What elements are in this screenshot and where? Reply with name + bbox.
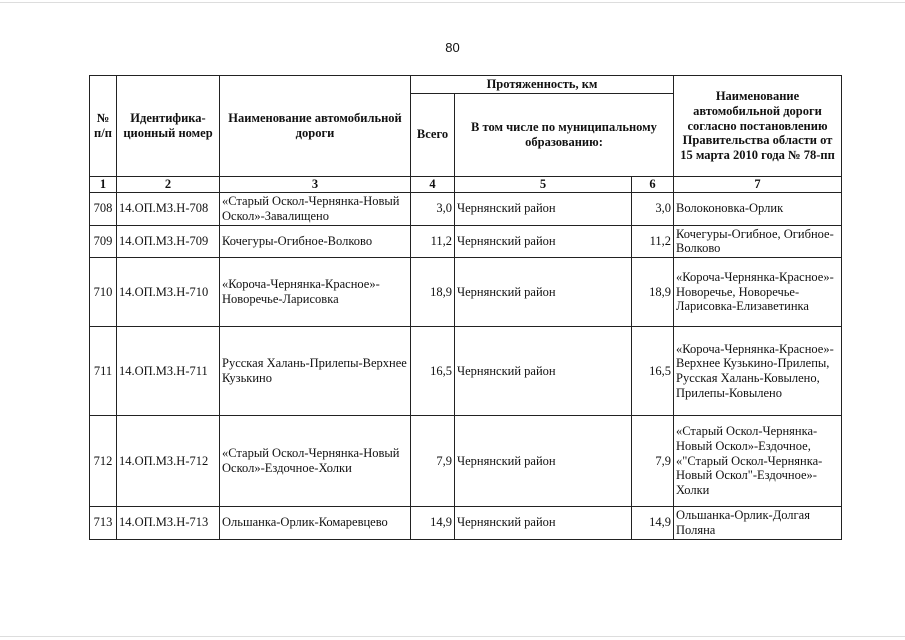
- official-name: Волоконовка-Орлик: [674, 192, 842, 225]
- column-number: 6: [632, 176, 674, 192]
- column-number: 3: [220, 176, 411, 192]
- road-id: 14.ОП.МЗ.Н-713: [117, 507, 220, 540]
- district-name: Чернянский район: [455, 225, 632, 258]
- row-number: 710: [90, 258, 117, 327]
- column-number: 7: [674, 176, 842, 192]
- road-name: «Старый Оскол-Чернянка-Новый Оскол»-Завалищено: [220, 192, 411, 225]
- header-municipal: В том числе по муниципальному образованию:: [455, 93, 674, 176]
- district-length: 14,9: [632, 507, 674, 540]
- road-name: Ольшанка-Орлик-Комаревцево: [220, 507, 411, 540]
- district-length: 7,9: [632, 416, 674, 507]
- district-length: 11,2: [632, 225, 674, 258]
- district-name: Чернянский район: [455, 507, 632, 540]
- row-number: 709: [90, 225, 117, 258]
- official-name: «Старый Оскол-Чернянка-Новый Оскол»-Ездочное, «"Старый Оскол-Чернянка-Новый Оскол"-Ездочное»-Холки: [674, 416, 842, 507]
- official-name: «Короча-Чернянка-Красное»-Верхнее Кузькино-Прилепы, Русская Халань-Ковылено, Прилепы-Ковылено: [674, 327, 842, 416]
- table-row: [90, 225, 842, 258]
- total-length: 7,9: [411, 416, 455, 507]
- district-name: Чернянский район: [455, 416, 632, 507]
- total-length: 11,2: [411, 225, 455, 258]
- header-road-name: Наименование автомобильной дороги: [220, 76, 411, 177]
- table-row: [90, 192, 842, 225]
- road-name: Кочегуры-Огибное-Волково: [220, 225, 411, 258]
- total-length: 14,9: [411, 507, 455, 540]
- header-length-group: Протяженность, км: [411, 76, 674, 94]
- road-name: «Старый Оскол-Чернянка-Новый Оскол»-Ездочное-Холки: [220, 416, 411, 507]
- table-row: [90, 258, 842, 327]
- district-length: 16,5: [632, 327, 674, 416]
- column-number: 2: [117, 176, 220, 192]
- road-id: 14.ОП.МЗ.Н-711: [117, 327, 220, 416]
- header-id-number: Идентифика-ционный номер: [117, 76, 220, 177]
- row-number: 708: [90, 192, 117, 225]
- road-id: 14.ОП.МЗ.Н-710: [117, 258, 220, 327]
- road-name: «Короча-Чернянка-Красное»-Новоречье-Ларисовка: [220, 258, 411, 327]
- district-name: Чернянский район: [455, 327, 632, 416]
- road-id: 14.ОП.МЗ.Н-708: [117, 192, 220, 225]
- district-name: Чернянский район: [455, 192, 632, 225]
- district-name: Чернянский район: [455, 258, 632, 327]
- road-id: 14.ОП.МЗ.Н-712: [117, 416, 220, 507]
- district-length: 3,0: [632, 192, 674, 225]
- table-row: [90, 507, 842, 540]
- total-length: 18,9: [411, 258, 455, 327]
- header-total: Всего: [411, 93, 455, 176]
- roads-table: [89, 75, 842, 540]
- page-number: 80: [445, 40, 460, 55]
- road-name: Русская Халань-Прилепы-Верхнее Кузькино: [220, 327, 411, 416]
- district-length: 18,9: [632, 258, 674, 327]
- official-name: «Короча-Чернянка-Красное»-Новоречье, Новоречье-Ларисовка-Елизаветинка: [674, 258, 842, 327]
- column-number: 4: [411, 176, 455, 192]
- row-number: 713: [90, 507, 117, 540]
- scan-top-border: [0, 2, 905, 3]
- official-name: Кочегуры-Огибное, Огибное-Волково: [674, 225, 842, 258]
- header-official-name: Наименование автомобильной дороги согласно постановлению Правительства области от 15 марта 2010 года № 78-пп: [674, 76, 842, 177]
- column-numbers-row: [90, 176, 842, 192]
- total-length: 16,5: [411, 327, 455, 416]
- road-id: 14.ОП.МЗ.Н-709: [117, 225, 220, 258]
- row-number: 711: [90, 327, 117, 416]
- total-length: 3,0: [411, 192, 455, 225]
- row-number: 712: [90, 416, 117, 507]
- official-name: Ольшанка-Орлик-Долгая Поляна: [674, 507, 842, 540]
- scan-bottom-border: [0, 636, 905, 637]
- column-number: 1: [90, 176, 117, 192]
- table-row: [90, 416, 842, 507]
- table-row: [90, 327, 842, 416]
- header-row-number: № п/п: [90, 76, 117, 177]
- column-number: 5: [455, 176, 632, 192]
